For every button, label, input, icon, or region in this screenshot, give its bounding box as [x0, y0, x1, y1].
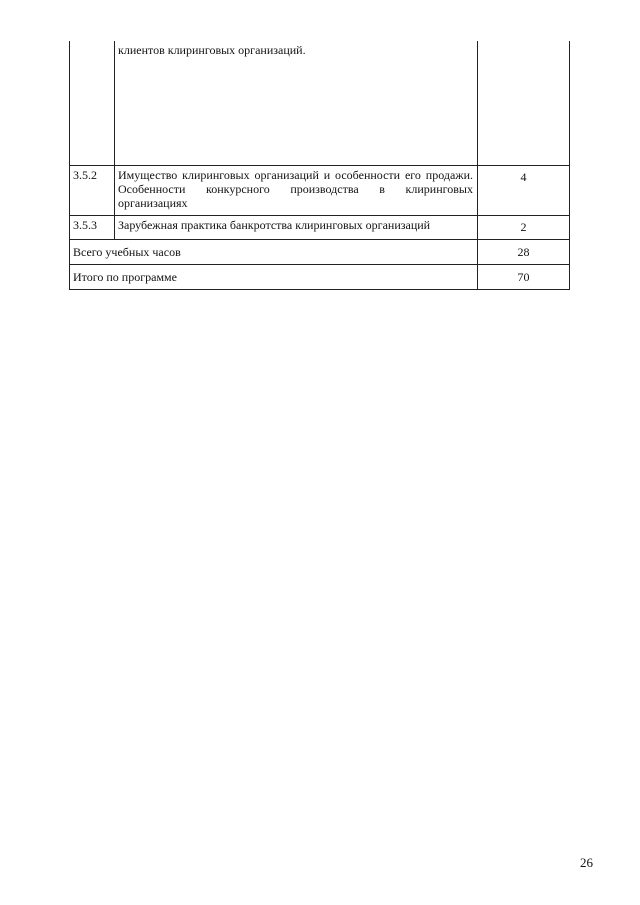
- program-total-label: Итого по программе: [69, 265, 478, 289]
- page-number: 26: [580, 855, 593, 870]
- total-hours-label: Всего учебных часов: [69, 240, 478, 264]
- topic-title-cell: Зарубежная практика банкротства клиринговых организаций: [115, 216, 478, 239]
- table-row-total-hours: [69, 240, 570, 265]
- topic-hours-cell: 4: [478, 166, 570, 215]
- table-row-continuation: [69, 41, 570, 166]
- topic-title-cell: клиентов клиринговых организаций.: [115, 41, 478, 165]
- topic-number-cell: [69, 41, 115, 165]
- total-hours-value: 28: [478, 240, 570, 264]
- topic-hours-cell: [478, 41, 570, 165]
- table-row-3-5-2: [69, 166, 570, 216]
- table-row-program-total: [69, 265, 570, 290]
- topic-hours-cell: 2: [478, 216, 570, 239]
- curriculum-table: [69, 41, 570, 290]
- program-total-value: 70: [478, 265, 570, 289]
- topic-number-cell: 3.5.3: [69, 216, 115, 239]
- topic-title-cell: Имущество клиринговых организаций и особенности его продажи. Особенности конкурсного производства в клиринговых организациях: [115, 166, 478, 215]
- table-row-3-5-3: [69, 216, 570, 240]
- topic-number-cell: 3.5.2: [69, 166, 115, 215]
